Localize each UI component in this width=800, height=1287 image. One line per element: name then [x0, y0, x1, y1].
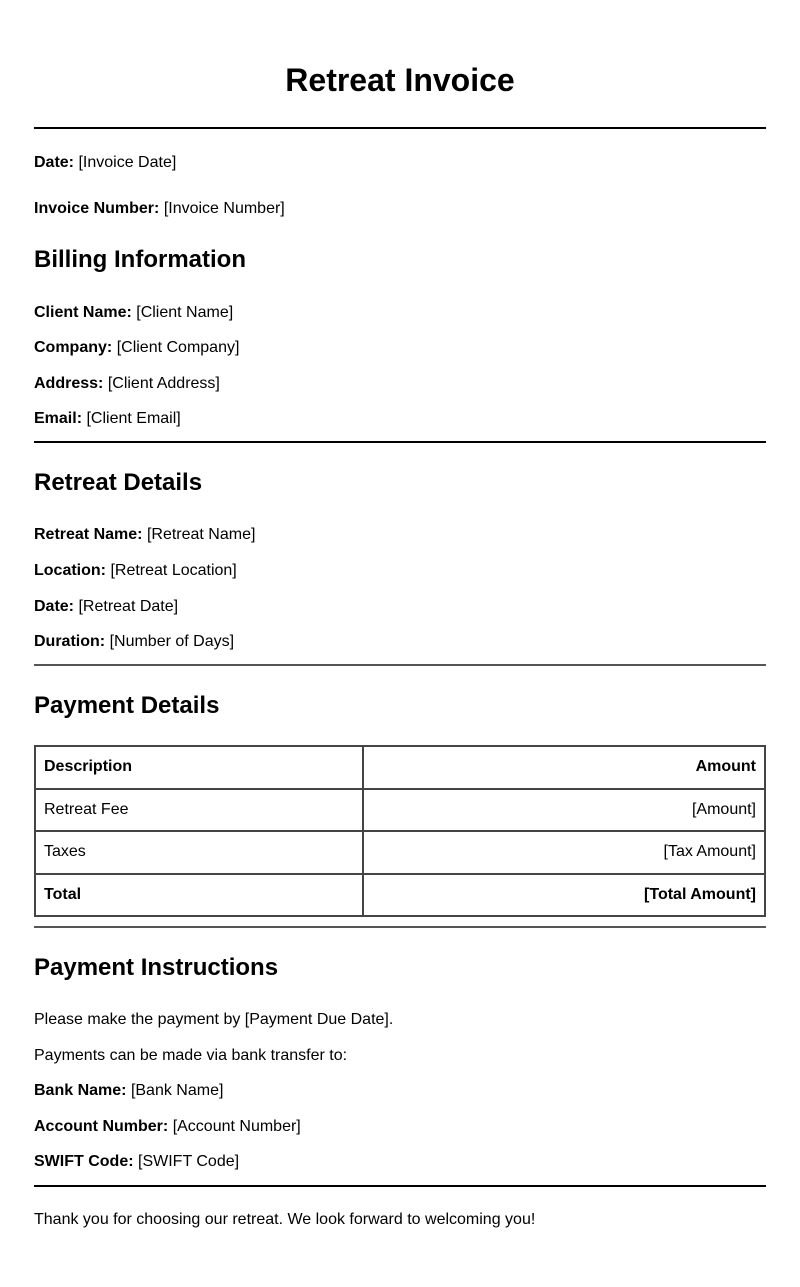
bank-name [34, 1082, 223, 1100]
account-number [34, 1118, 301, 1136]
swift-code-label: SWIFT Code: [34, 1153, 134, 1170]
retreat-name-value: [Retreat Name] [146, 526, 256, 543]
invoice-number-label: Invoice Number: [34, 200, 160, 217]
swift-code-value: [SWIFT Code] [138, 1153, 240, 1170]
retreat-date-label: Date: [34, 598, 75, 615]
total-amount: [Total Amount] [363, 874, 765, 917]
client-email-label: Email: [34, 410, 83, 427]
invoice-date-label: Date: [34, 154, 75, 171]
retreat-location-value: [Retreat Location] [110, 562, 237, 579]
page-title: Retreat Invoice [285, 62, 515, 98]
row-amount: [Tax Amount] [363, 831, 765, 874]
column-header-amount: Amount [363, 746, 765, 789]
account-number-value: [Account Number] [172, 1118, 301, 1135]
client-name [34, 304, 233, 322]
invoice-date [34, 154, 176, 172]
client-company-value: [Client Company] [116, 339, 240, 356]
invoice-number-value: [Invoice Number] [163, 200, 285, 217]
client-address-label: Address: [34, 375, 104, 392]
retreat-name-label: Retreat Name: [34, 526, 143, 543]
column-header-description: Description [35, 746, 363, 789]
retreat-heading: Retreat Details [34, 469, 203, 496]
divider [34, 664, 766, 666]
account-number-label: Account Number: [34, 1118, 169, 1135]
bank-name-label: Bank Name: [34, 1082, 127, 1099]
retreat-date [34, 598, 178, 616]
retreat-duration-label: Duration: [34, 633, 106, 650]
client-email [34, 410, 181, 428]
retreat-location-label: Location: [34, 562, 106, 579]
table-total-row [35, 874, 765, 917]
swift-code [34, 1153, 239, 1171]
client-name-label: Client Name: [34, 304, 132, 321]
row-description: Taxes [35, 831, 363, 874]
thank-you-note: Thank you for choosing our retreat. We look forward to welcoming you! [34, 1211, 536, 1228]
table-header-row [35, 746, 765, 789]
payment-table [34, 745, 766, 917]
client-name-value: [Client Name] [136, 304, 234, 321]
invoice-number [34, 200, 285, 218]
divider [34, 1185, 766, 1187]
retreat-date-value: [Retreat Date] [78, 598, 179, 615]
client-address-value: [Client Address] [107, 375, 220, 392]
retreat-location [34, 562, 237, 580]
divider [34, 127, 766, 129]
instructions-heading: Payment Instructions [34, 954, 279, 981]
divider [34, 926, 766, 928]
divider [34, 441, 766, 443]
bank-name-value: [Bank Name] [130, 1082, 224, 1099]
table-row [35, 789, 765, 832]
row-amount: [Amount] [363, 789, 765, 832]
client-company-label: Company: [34, 339, 113, 356]
client-address [34, 375, 220, 393]
row-description: Retreat Fee [35, 789, 363, 832]
invoice-date-value: [Invoice Date] [78, 154, 177, 171]
bank-transfer-text: Payments can be made via bank transfer to: [34, 1047, 348, 1064]
retreat-duration [34, 633, 234, 651]
client-email-value: [Client Email] [86, 410, 181, 427]
payment-heading: Payment Details [34, 692, 220, 719]
retreat-name [34, 526, 255, 544]
client-company [34, 339, 239, 357]
retreat-duration-value: [Number of Days] [109, 633, 235, 650]
payment-due-text: Please make the payment by [Payment Due Date]. [34, 1011, 394, 1028]
table-row [35, 831, 765, 874]
billing-heading: Billing Information [34, 246, 246, 273]
total-label: Total [35, 874, 363, 917]
